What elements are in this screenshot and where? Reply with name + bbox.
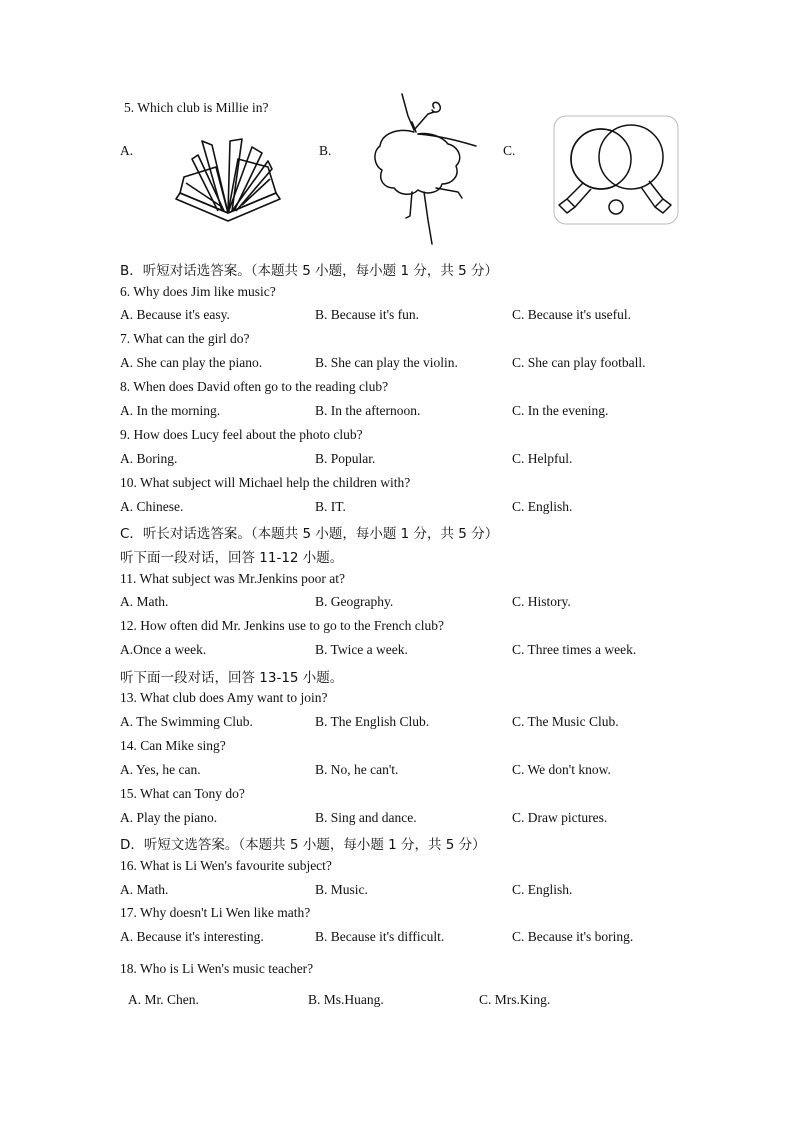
question-15: 15. What can Tony do? [120,786,245,801]
q12-option-c: C. Three times a week. [512,642,637,657]
q17-option-b: B. Because it's difficult. [315,929,445,944]
ping-pong-paddles-picture [553,115,679,225]
q11-option-b: B. Geography. [315,594,394,609]
q6-option-b: B. Because it's fun. [315,307,420,322]
open-book-picture [172,137,284,223]
q8-option-a: A. In the morning. [120,403,221,418]
q8-option-b: B. In the afternoon. [315,403,421,418]
q15-option-c: C. Draw pictures. [512,810,608,825]
q18-option-c: C. Mrs.King. [479,992,551,1007]
q8-option-c: C. In the evening. [512,403,609,418]
q9-option-c: C. Helpful. [512,451,573,466]
q10-option-c: C. English. [512,499,573,514]
question-17: 17. Why doesn't Li Wen like math? [120,905,311,920]
q11-option-a: A. Math. [120,594,169,609]
q12-option-b: B. Twice a week. [315,642,408,657]
q5-option-b: B. [319,143,332,158]
section-d-header: D．听短文选答案。（本题共 5 小题，每小题 1 分，共 5 分） [120,837,486,853]
question-12: 12. How often did Mr. Jenkins use to go to the French club? [120,618,444,633]
question-7: 7. What can the girl do? [120,331,250,346]
q14-option-c: C. We don't know. [512,762,611,777]
q16-option-b: B. Music. [315,882,368,897]
q15-option-a: A. Play the piano. [120,810,218,825]
section-c-instruction-2: 听下面一段对话，回答 13-15 小题。 [120,670,344,686]
q6-option-c: C. Because it's useful. [512,307,632,322]
q18-option-a: A. Mr. Chen. [128,992,199,1007]
question-14: 14. Can Mike sing? [120,738,226,753]
q10-option-b: B. IT. [315,499,346,514]
question-8: 8. When does David often go to the reading club? [120,379,389,394]
q17-option-c: C. Because it's boring. [512,929,634,944]
q7-option-a: A. She can play the piano. [120,355,263,370]
q18-option-b: B. Ms.Huang. [308,992,384,1007]
dancer-picture [372,92,478,246]
q17-option-a: A. Because it's interesting. [120,929,264,944]
question-11: 11. What subject was Mr.Jenkins poor at? [120,571,345,586]
q13-option-c: C. The Music Club. [512,714,619,729]
question-13: 13. What club does Amy want to join? [120,690,328,705]
q9-option-a: A. Boring. [120,451,178,466]
question-6: 6. Why does Jim like music? [120,284,276,299]
q15-option-b: B. Sing and dance. [315,810,417,825]
q7-option-c: C. She can play football. [512,355,646,370]
q12-option-a: A.Once a week. [120,642,207,657]
q5-option-c: C. [503,143,516,158]
q14-option-a: A. Yes, he can. [120,762,201,777]
q7-option-b: B. She can play the violin. [315,355,458,370]
question-9: 9. How does Lucy feel about the photo club? [120,427,363,442]
question-5: 5. Which club is Millie in? [124,100,269,115]
q14-option-b: B. No, he can't. [315,762,399,777]
q11-option-c: C. History. [512,594,571,609]
section-b-header: B．听短对话选答案。（本题共 5 小题，每小题 1 分，共 5 分） [120,263,499,279]
question-16: 16. What is Li Wen's favourite subject? [120,858,332,873]
question-10: 10. What subject will Michael help the children with? [120,475,411,490]
question-18: 18. Who is Li Wen's music teacher? [120,961,314,976]
q13-option-a: A. The Swimming Club. [120,714,253,729]
q5-option-a: A. [120,143,134,158]
q10-option-a: A. Chinese. [120,499,184,514]
q9-option-b: B. Popular. [315,451,376,466]
section-c-header: C．听长对话选答案。（本题共 5 小题，每小题 1 分，共 5 分） [120,526,499,542]
q16-option-a: A. Math. [120,882,169,897]
section-c-instruction-1: 听下面一段对话，回答 11-12 小题。 [120,550,344,566]
q6-option-a: A. Because it's easy. [120,307,230,322]
q16-option-c: C. English. [512,882,573,897]
q13-option-b: B. The English Club. [315,714,430,729]
